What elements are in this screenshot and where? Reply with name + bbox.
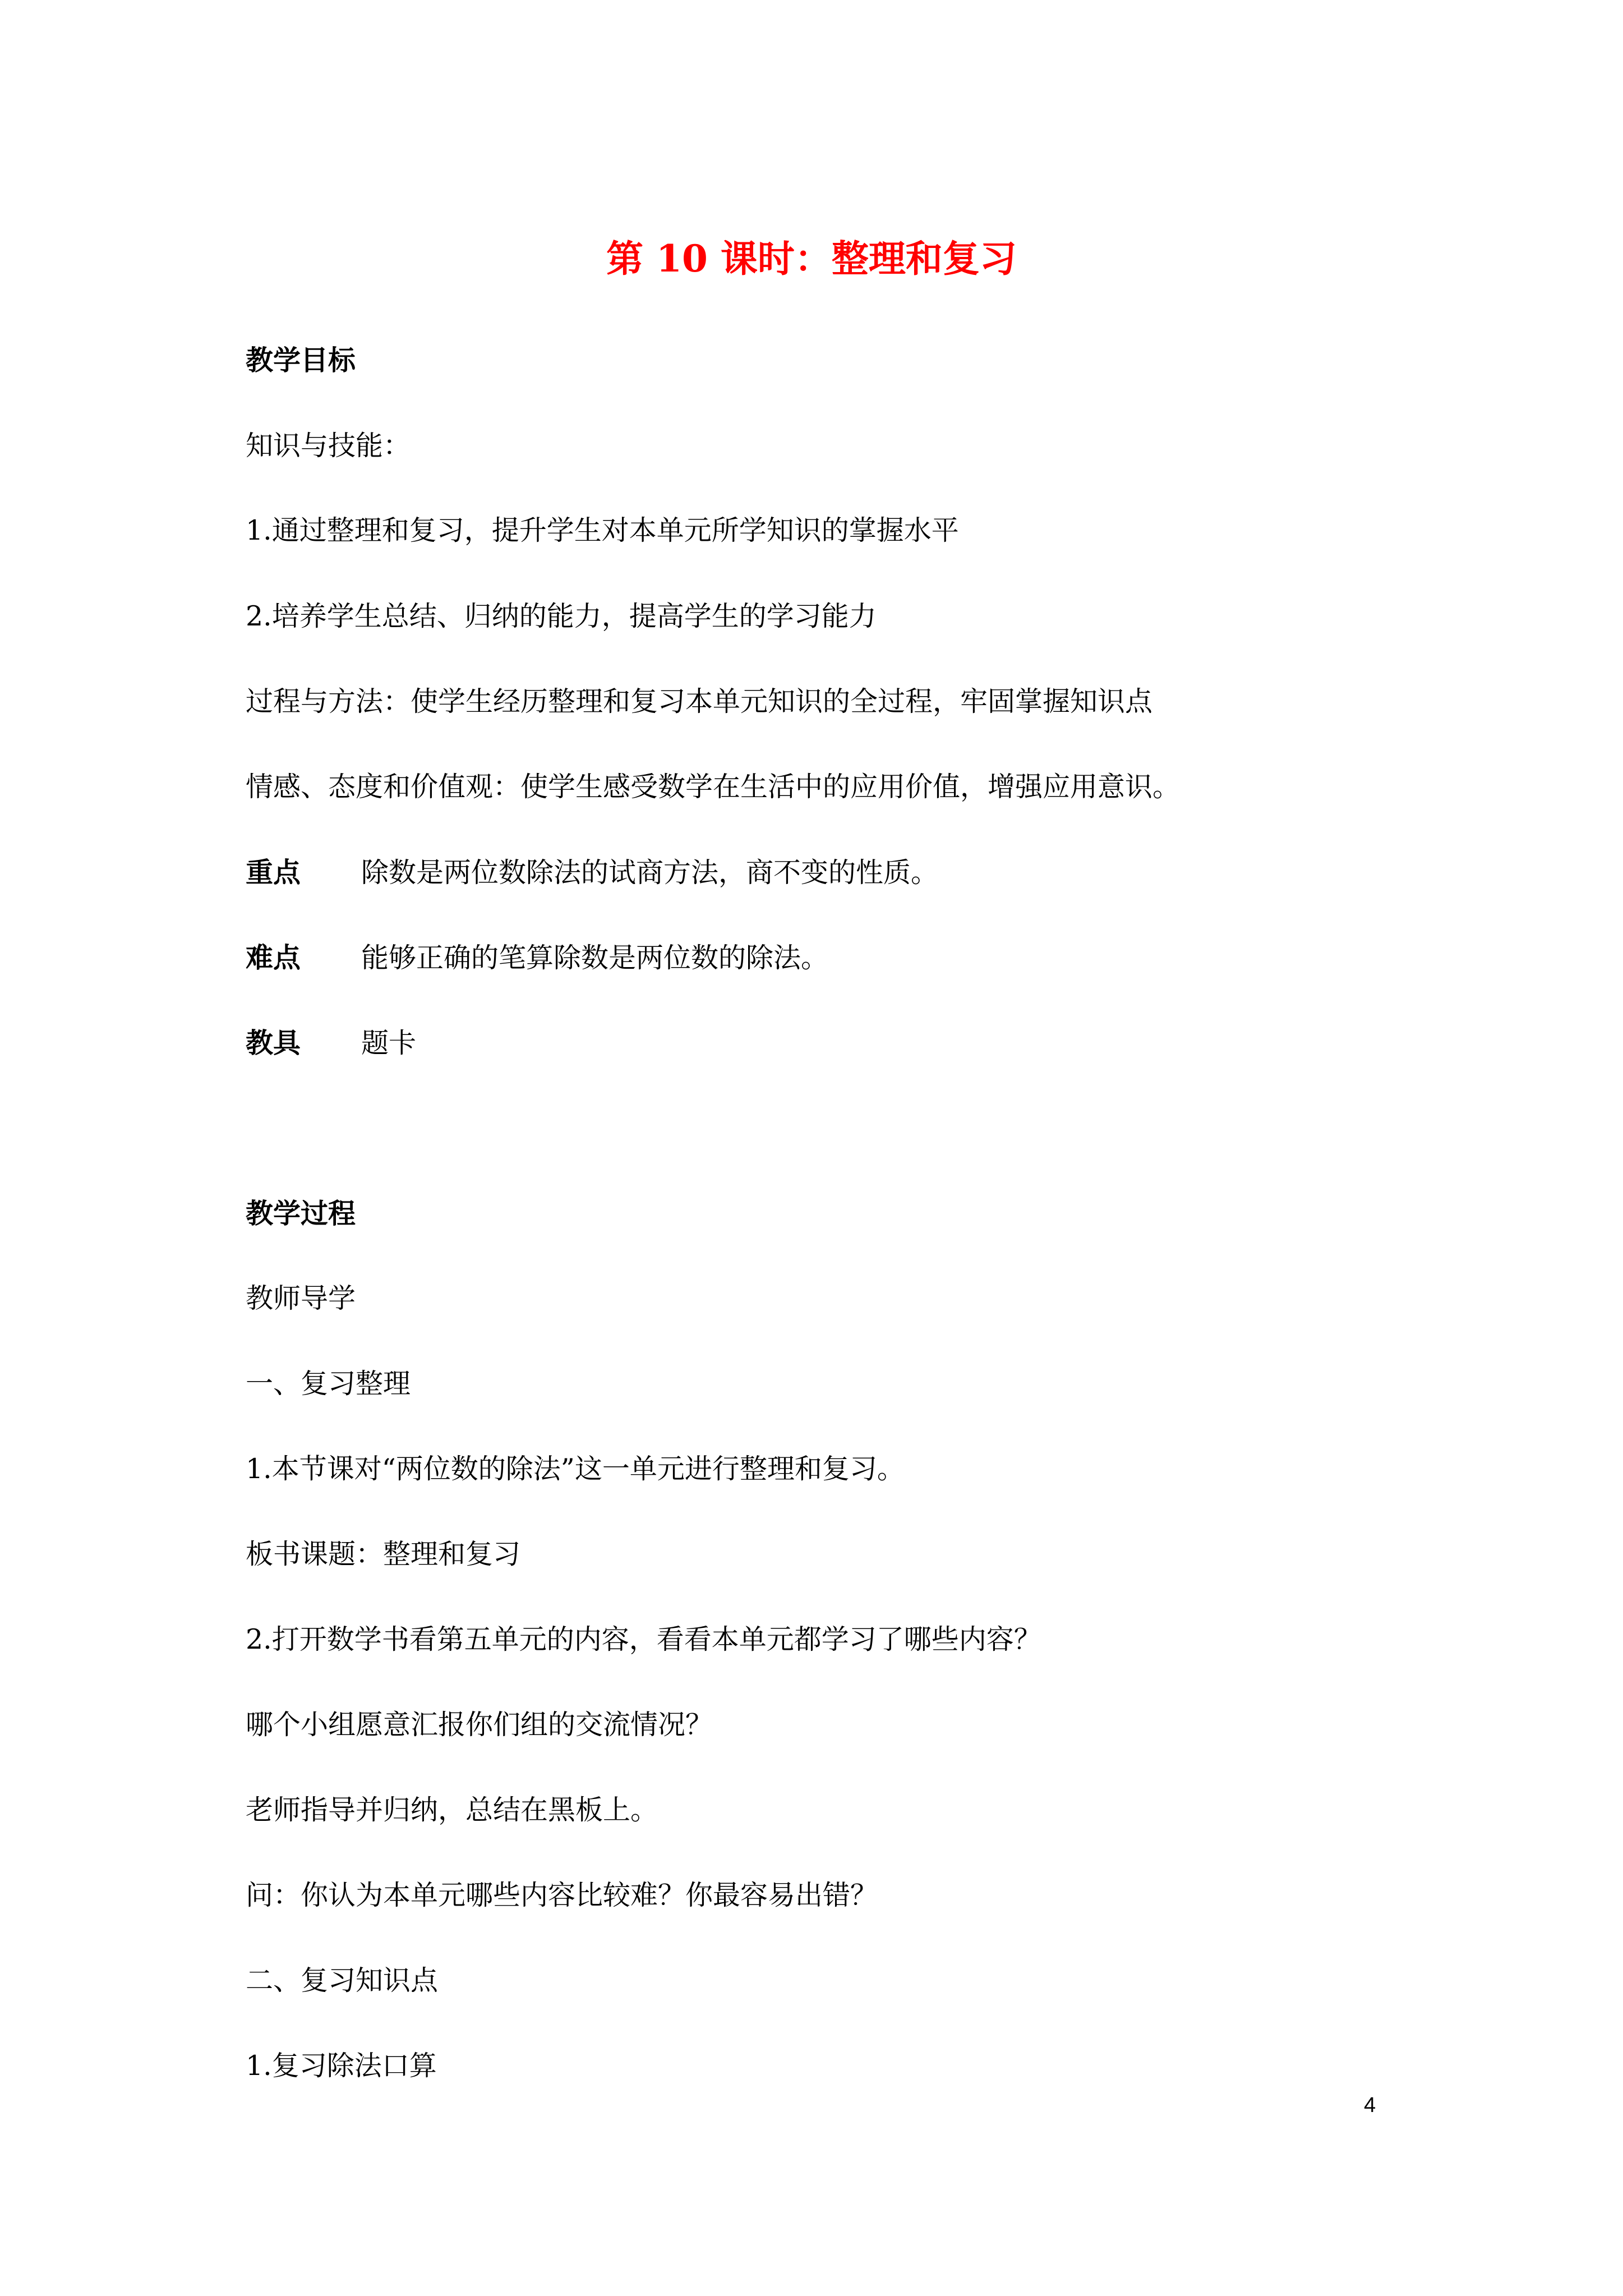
review-item-2: 2.打开数学书看第五单元的内容，看看本单元都学习了哪些内容？ <box>246 1623 1041 1655</box>
goal-item-1: 1.通过整理和复习，提升学生对本单元所学知识的掌握水平 <box>246 514 959 546</box>
key-point-row <box>246 853 938 892</box>
knowledge-skill-label: 知识与技能： <box>246 430 411 462</box>
lesson-title: 第 10 课时：整理和复习 <box>606 237 1017 280</box>
part-2-heading: 二、复习知识点 <box>246 1964 439 1996</box>
teacher-summary-text: 老师指导并归纳，总结在黑板上。 <box>246 1794 658 1826</box>
board-title-text: 板书课题：整理和复习 <box>246 1538 521 1570</box>
teaching-process-heading: 教学过程 <box>246 1197 356 1230</box>
group-question-text: 哪个小组愿意汇报你们组的交流情况？ <box>246 1709 713 1741</box>
oral-division-review-item: 1.复习除法口算 <box>246 2050 437 2082</box>
page-number: 4 <box>1364 2093 1376 2117</box>
key-point-text: 除数是两位数除法的试商方法，商不变的性质。 <box>361 857 939 889</box>
process-method-text: 过程与方法：使学生经历整理和复习本单元知识的全过程，牢固掌握知识点 <box>246 685 1153 717</box>
key-point-label: 重点 <box>246 856 301 889</box>
part-1-heading: 一、复习整理 <box>246 1368 411 1400</box>
teacher-guide-label: 教师导学 <box>246 1282 356 1314</box>
review-item-1: 1.本节课对“两位数的除法”这一单元进行整理和复习。 <box>246 1453 905 1485</box>
emotion-value-text: 情感、态度和价值观：使学生感受数学在生活中的应用价值，增强应用意识。 <box>246 771 1181 803</box>
difficult-point-text: 能够正确的笔算除数是两位数的除法。 <box>361 942 829 974</box>
tools-text: 题卡 <box>361 1027 417 1059</box>
difficult-question-text: 问：你认为本单元哪些内容比较难？你最容易出错？ <box>246 1879 878 1911</box>
difficult-point-row <box>246 938 828 978</box>
teaching-goals-heading: 教学目标 <box>246 344 356 376</box>
difficult-point-label: 难点 <box>246 941 301 974</box>
goal-item-2: 2.培养学生总结、归纳的能力，提高学生的学习能力 <box>246 600 877 632</box>
tools-row <box>246 1023 416 1063</box>
tools-label: 教具 <box>246 1027 301 1059</box>
